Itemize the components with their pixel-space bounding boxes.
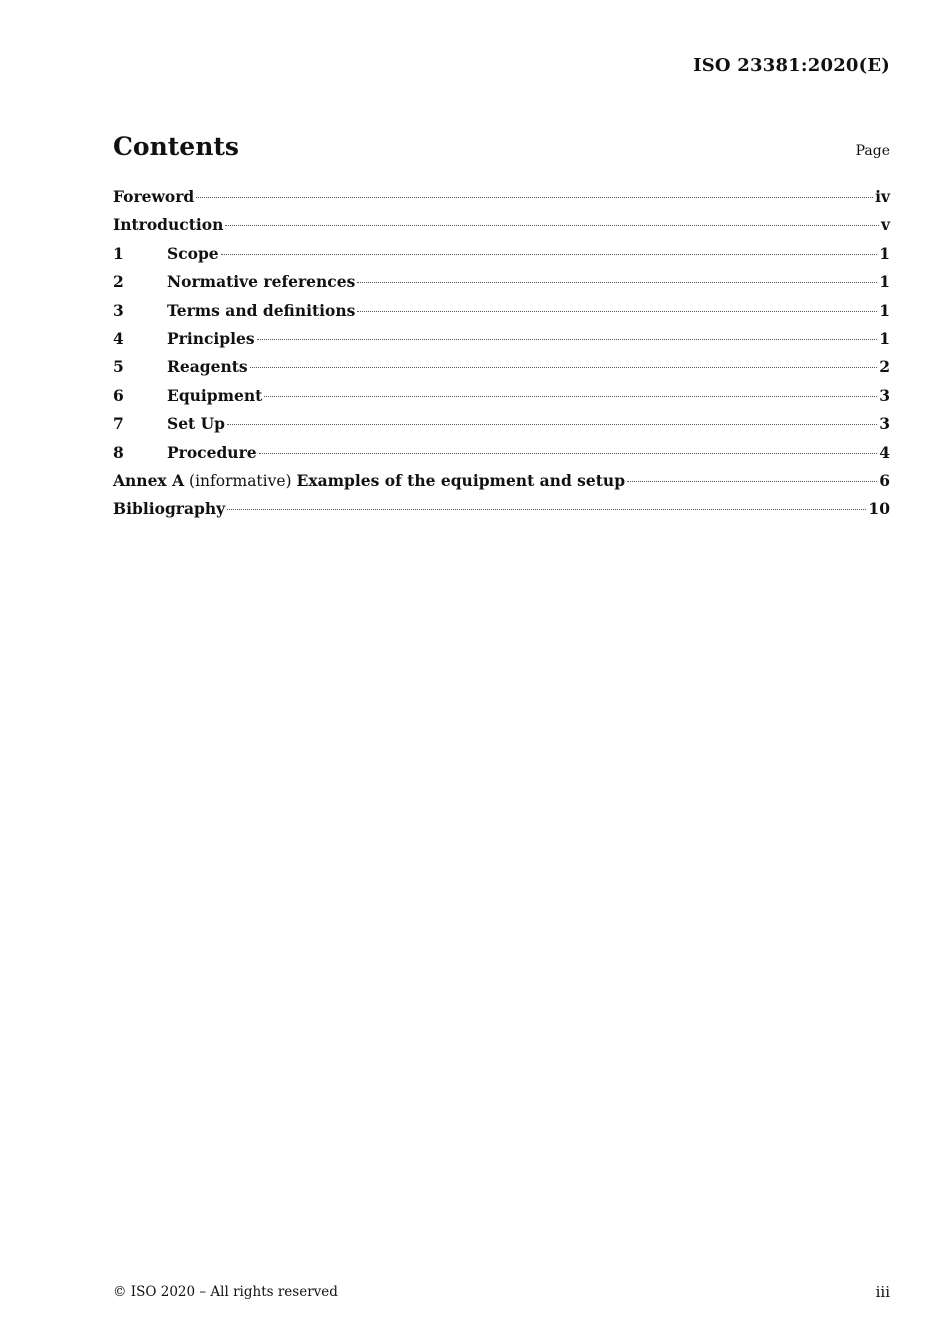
toc-entry-bibliography[interactable] — [113, 495, 890, 523]
toc-entry-title: Reagents — [167, 357, 248, 377]
toc-entry-annex-a[interactable] — [113, 467, 890, 495]
toc-entry-procedure[interactable] — [113, 439, 890, 467]
toc-entry-number: 5 — [113, 357, 124, 377]
toc-entry-number: 2 — [113, 272, 124, 292]
toc-entry-page: v — [880, 215, 890, 235]
toc-entry-title: Procedure — [167, 442, 257, 462]
toc-entry-page: iv — [875, 187, 890, 206]
dot-leader — [257, 339, 878, 340]
toc-entry-page: 3 — [879, 385, 890, 405]
dot-leader — [264, 396, 877, 397]
dot-leader — [196, 197, 873, 198]
dot-leader — [227, 424, 877, 425]
toc-entry-set-up[interactable] — [113, 410, 890, 438]
toc-entry-page: 10 — [868, 499, 890, 519]
toc-entry-page: 4 — [879, 442, 890, 462]
toc-entry-reagents[interactable] — [113, 353, 890, 381]
toc-entry-foreword[interactable] — [113, 183, 890, 211]
toc-entry-page: 1 — [879, 300, 890, 320]
toc-entry-annex-label — [113, 467, 625, 495]
toc-entry-title: Equipment — [167, 385, 263, 405]
toc-entry-title: Examples of the equipment and setup — [296, 470, 626, 490]
toc-entry-title: Scope — [167, 243, 219, 263]
toc-entry-page: 1 — [879, 272, 890, 292]
toc-entry-equipment[interactable] — [113, 382, 890, 410]
toc-entry-normative-references[interactable] — [113, 268, 890, 296]
annex-prefix: Annex A — [113, 470, 185, 490]
page-column-label: Page — [855, 143, 890, 159]
toc-entry-title: Terms and definitions — [167, 300, 356, 320]
toc-entry-scope[interactable] — [113, 240, 890, 268]
toc-entry-number: 3 — [113, 300, 124, 320]
annex-qualifier: (informative) — [189, 471, 292, 490]
dot-leader — [225, 225, 879, 226]
dot-leader — [259, 453, 878, 454]
toc-entry-page: 3 — [879, 414, 890, 434]
dot-leader — [357, 282, 877, 283]
toc-entry-title: Set Up — [167, 414, 225, 434]
footer-copyright: © ISO 2020 – All rights reserved — [113, 1284, 338, 1300]
dot-leader — [627, 481, 877, 482]
toc-entry-page: 6 — [879, 470, 890, 490]
toc-entry-page: 1 — [879, 328, 890, 348]
document-id: ISO 23381:2020(E) — [693, 55, 890, 76]
dot-leader — [357, 311, 877, 312]
toc-entry-title: Bibliography — [113, 499, 226, 519]
toc-entry-title: Principles — [167, 328, 255, 348]
toc-entry-title: Introduction — [113, 215, 224, 235]
dot-leader — [221, 254, 878, 255]
toc-entry-number: 1 — [113, 243, 124, 263]
toc-entry-page: 2 — [879, 357, 890, 377]
contents-header — [113, 132, 890, 161]
toc-entry-title: Foreword — [113, 187, 195, 206]
toc-entry-terms-and-definitions[interactable] — [113, 297, 890, 325]
toc-entry-number: 8 — [113, 442, 124, 462]
toc-entry-number: 7 — [113, 414, 124, 434]
toc-entry-principles[interactable] — [113, 325, 890, 353]
table-of-contents — [113, 183, 890, 524]
toc-entry-number: 4 — [113, 328, 124, 348]
toc-entry-title: Normative references — [167, 272, 356, 292]
dot-leader — [227, 509, 866, 510]
toc-entry-page: 1 — [879, 243, 890, 263]
dot-leader — [250, 367, 878, 368]
toc-entry-number: 6 — [113, 385, 124, 405]
footer-page-number: iii — [875, 1283, 890, 1301]
contents-title: Contents — [113, 132, 240, 161]
toc-entry-introduction[interactable] — [113, 211, 890, 239]
